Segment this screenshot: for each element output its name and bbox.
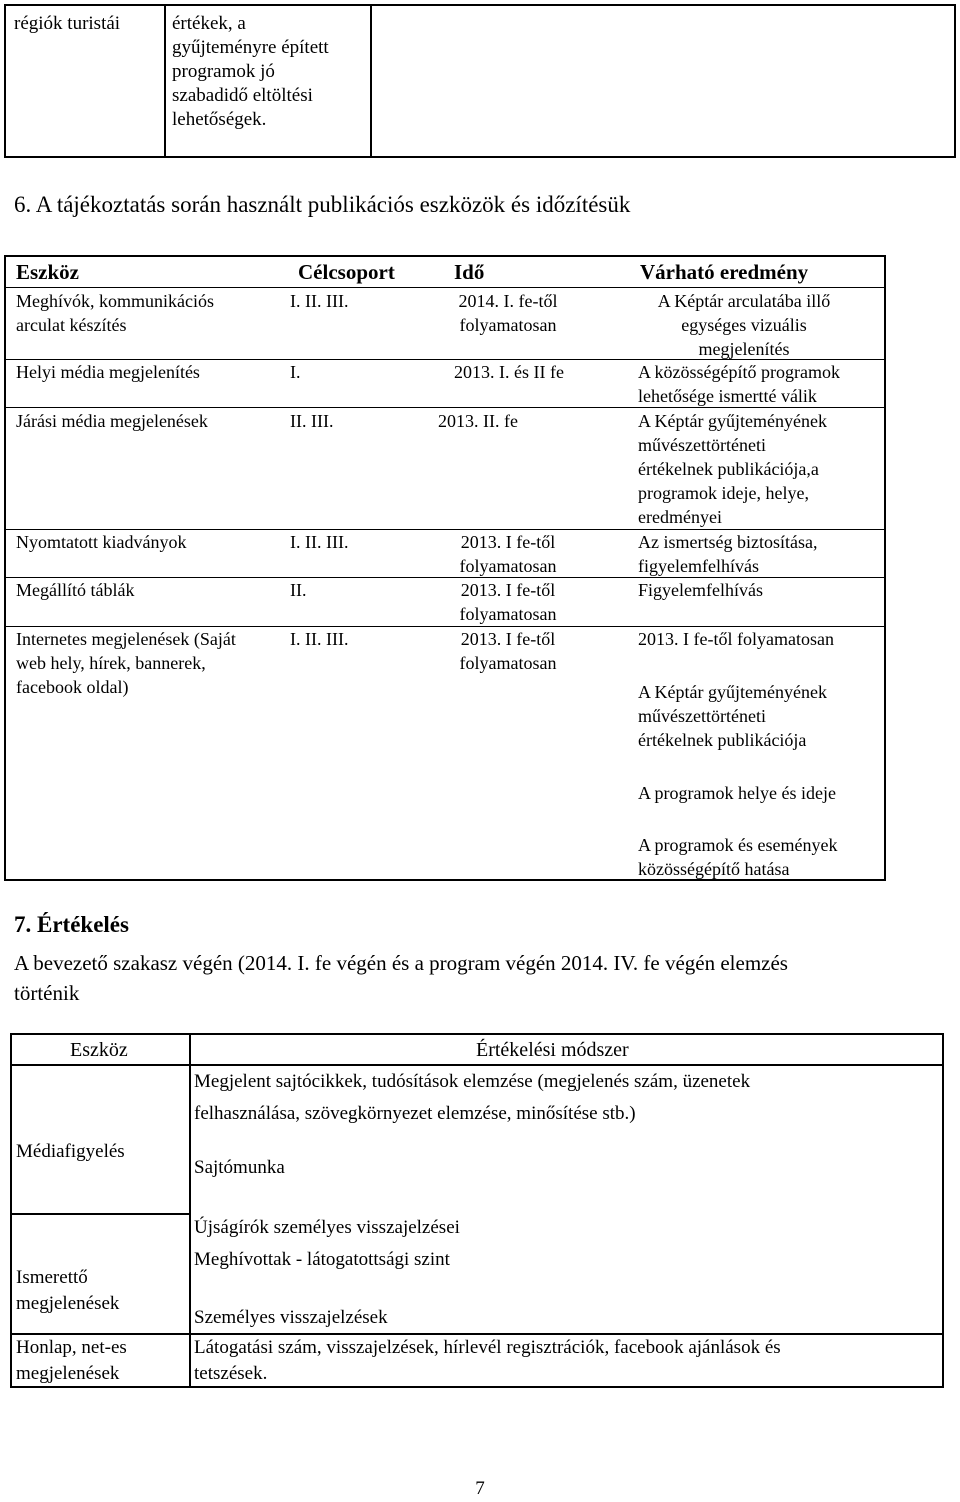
continuation-line: gyűjteményre épített <box>172 37 329 58</box>
tool-awareness <box>16 1265 119 1317</box>
cell-line: I. II. III. <box>290 291 349 311</box>
row-6-result-1 <box>638 627 834 651</box>
continuation-line: értékek, a <box>172 13 246 34</box>
cell-line: II. III. <box>290 411 334 431</box>
text-line: történik <box>14 981 80 1005</box>
evaluation-description <box>14 948 954 1008</box>
text-line: felhasználása, szövegkörnyezet elemzése, minősítése stb.) <box>194 1103 636 1124</box>
row-divider <box>6 407 884 408</box>
text-line: tetszések. <box>194 1363 268 1384</box>
cell-line: web hely, hírek, bannerek, <box>16 653 206 673</box>
row-3-result <box>638 409 827 529</box>
evaluation-table <box>10 1033 944 1388</box>
row-5-tool <box>16 578 134 602</box>
row-4-tool <box>16 530 186 554</box>
cell-line: folyamatosan <box>459 315 557 335</box>
header-tool: Eszköz <box>16 260 79 284</box>
header-result: Várható eredmény <box>640 260 809 284</box>
row-4-time <box>438 530 578 578</box>
cell-line: A Képtár gyűjteményének <box>638 682 827 702</box>
continuation-line: szabadidő eltöltési <box>172 85 313 106</box>
text-line: megjelenések <box>16 1293 120 1314</box>
row-1-time <box>438 289 578 337</box>
row-5-result <box>638 578 763 602</box>
cell-line: A Képtár arculatába illő <box>657 291 831 311</box>
cell-line: A Képtár gyűjteményének <box>638 411 827 431</box>
cell-line: facebook oldal) <box>16 677 129 697</box>
cell-line: I. <box>290 362 301 382</box>
row-2-time <box>454 360 564 384</box>
row-5-target <box>290 578 307 602</box>
row-6-target <box>290 627 348 651</box>
media-method-analysis <box>194 1066 750 1130</box>
header-divider <box>6 287 884 288</box>
cell-line: 2013. I fe-től <box>460 580 556 600</box>
cell-line: folyamatosan <box>459 556 557 576</box>
row-6-result-3 <box>638 781 836 805</box>
text-line: Látogatási szám, visszajelzések, hírlevél regisztrációk, facebook ajánlások és <box>194 1337 781 1358</box>
cell-line: 2013. II. fe <box>438 411 518 431</box>
cell-line: 2013. I fe-től folyamatosan <box>638 629 834 649</box>
cell-line: lehetősége ismertté válik <box>638 386 817 406</box>
continuation-cell-2 <box>166 6 372 156</box>
text-line: A bevezető szakasz végén (2014. I. fe végén és a program végén 2014. IV. fe végén elemzés <box>14 951 788 975</box>
cell-line: művészettörténeti <box>638 435 766 455</box>
row-6-time <box>438 627 578 675</box>
cell-line: Meghívók, kommunikációs <box>16 291 214 311</box>
text-line: Megjelent sajtócikkek, tudósítások elemzése (megjelenés szám, üzenetek <box>194 1071 751 1092</box>
eval-header-tool: Eszköz <box>70 1039 128 1061</box>
continuation-line: lehetőségek. <box>172 109 267 130</box>
cell-line: I. II. III. <box>290 629 349 649</box>
cell-line: Nyomtatott kiadványok <box>16 532 187 552</box>
header-time: Idő <box>454 260 485 284</box>
continuation-text-1: régiók turistái <box>14 13 121 34</box>
row-2-tool <box>16 360 200 384</box>
row-1-target <box>290 289 348 313</box>
cell-line: I. II. III. <box>290 532 349 552</box>
cell-line: művészettörténeti <box>638 706 766 726</box>
cell-line: Figyelemfelhívás <box>638 580 763 600</box>
cell-line: A programok helye és ideje <box>638 783 836 803</box>
awareness-method-1: Újságírók személyes visszajelzései <box>194 1217 460 1238</box>
cell-line: programok ideje, helye, <box>638 483 809 503</box>
tool-media-monitoring: Médiafigyelés <box>16 1141 125 1162</box>
cell-line: 2013. I. és II fe <box>454 362 564 382</box>
cell-line: arculat készítés <box>16 315 127 335</box>
row-6-result-4 <box>638 833 837 881</box>
section-7-heading: 7. Értékelés <box>14 912 129 937</box>
text-line: Ismerettő <box>16 1267 88 1288</box>
continuation-line: programok jó <box>172 61 275 82</box>
cell-line: értékelnek publikációja <box>638 730 807 750</box>
awareness-method-3: Személyes visszajelzések <box>194 1307 388 1328</box>
cell-line: egységes vizuális <box>681 315 807 335</box>
cell-line: Helyi média megjelenítés <box>16 362 200 382</box>
publication-tools-table <box>4 255 886 881</box>
row-4-result <box>638 530 817 578</box>
tool-website <box>16 1335 127 1387</box>
row-6-result-2 <box>638 680 827 752</box>
cell-line: megjelenítés <box>698 339 790 359</box>
row-2-target <box>290 360 301 384</box>
cell-line: folyamatosan <box>459 653 557 673</box>
cell-line: Járási média megjelenések <box>16 411 208 431</box>
row-6-tool <box>16 627 236 699</box>
cell-line: 2013. I fe-től <box>460 629 556 649</box>
row-2-result <box>638 360 840 408</box>
row-3-target <box>290 409 333 433</box>
awareness-method-2: Meghívottak - látogatottsági szint <box>194 1249 450 1270</box>
cell-line: közösségépítő hatása <box>638 859 790 879</box>
section-6-heading: 6. A tájékoztatás során használt publikációs eszközök és időzítésük <box>14 192 631 217</box>
continuation-table <box>4 4 956 158</box>
cell-line: figyelemfelhívás <box>638 556 759 576</box>
cell-line: 2013. I fe-től <box>460 532 556 552</box>
cell-line: Megállító táblák <box>16 580 135 600</box>
cell-line: értékelnek publikációja,a <box>638 459 819 479</box>
page-number: 7 <box>475 1478 485 1499</box>
row-1-tool <box>16 289 214 337</box>
cell-line: II. <box>290 580 307 600</box>
cell-line: Az ismertség biztosítása, <box>638 532 818 552</box>
text-line: megjelenések <box>16 1363 120 1384</box>
row-3-tool <box>16 409 208 433</box>
eval-header-method: Értékelési módszer <box>476 1039 629 1061</box>
row-divider <box>12 1064 189 1066</box>
row-1-result <box>626 289 862 361</box>
continuation-cell-1 <box>6 6 166 156</box>
cell-line: A programok és események <box>638 835 838 855</box>
media-method-pressroom: Sajtómunka <box>194 1157 285 1178</box>
row-4-target <box>290 530 348 554</box>
cell-line: A közösségépítő programok <box>638 362 840 382</box>
cell-line: folyamatosan <box>459 604 557 624</box>
row-divider <box>12 1213 189 1215</box>
row-3-time <box>438 409 518 433</box>
cell-line: 2014. I. fe-től <box>458 291 558 311</box>
cell-line: Internetes megjelenések (Saját <box>16 629 236 649</box>
text-line: Honlap, net-es <box>16 1337 127 1358</box>
row-5-time <box>438 578 578 626</box>
header-target: Célcsoport <box>298 260 395 284</box>
cell-line: eredményei <box>638 507 722 527</box>
website-method <box>194 1335 781 1387</box>
